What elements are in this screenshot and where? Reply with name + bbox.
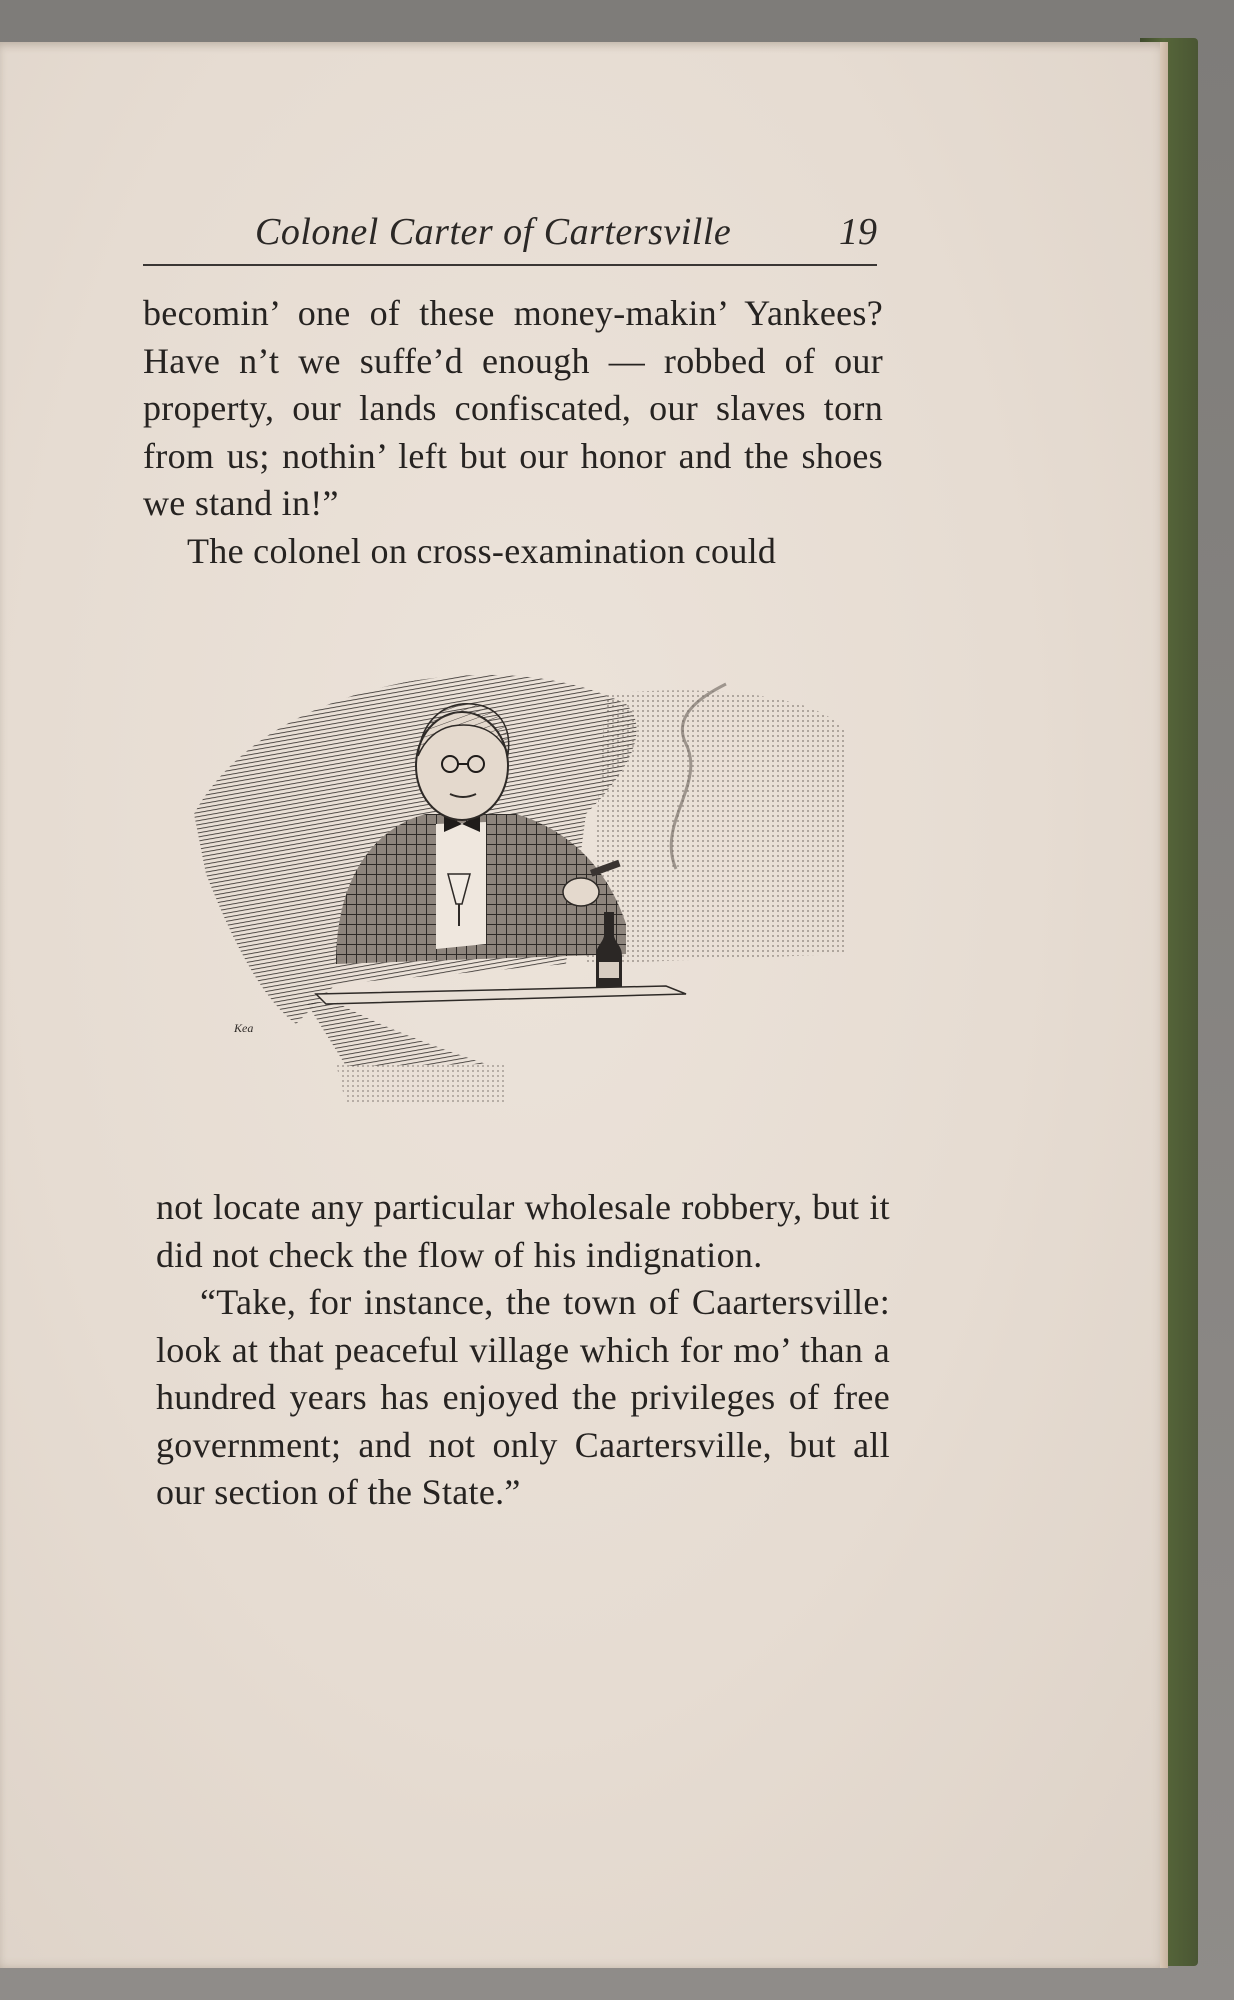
paragraph-caartersville: “Take, for instance, the town of Caartersville: look at that peaceful village which for mo’ than a hundred years has enjoyed the privileges of free government; and not only Caartersville, but all our section of the State.”: [156, 1282, 890, 1512]
body-text-top: [143, 290, 883, 575]
paragraph-continued: becomin’ one of these money-makin’ Yankees? Have n’t we suffe’d enough — robbed of our property, our lands confiscated, our slaves torn from us; nothin’ left but our honor and the shoes we stand in!”: [143, 293, 883, 523]
floor-stipple: [336, 1064, 506, 1104]
page-number: 19: [839, 211, 877, 253]
paragraph-colonel: The colonel on cross-examination could: [187, 530, 777, 571]
page-fore-edge: [1160, 42, 1168, 1968]
table-top: [316, 986, 686, 1004]
running-head: [143, 204, 877, 266]
engraving-colonel-illustration: [186, 664, 856, 1148]
table-shadow: [306, 1002, 486, 1066]
body-text-bottom: [156, 1184, 890, 1517]
engraver-signature: Kea: [234, 1021, 254, 1035]
running-title: Colonel Carter of Cartersville: [255, 211, 732, 253]
paragraph-robbery: not locate any particular wholesale robbery, but it did not check the flow of his indignation.: [156, 1187, 890, 1275]
bottle-label: [599, 962, 619, 978]
raised-hand: [563, 878, 599, 906]
